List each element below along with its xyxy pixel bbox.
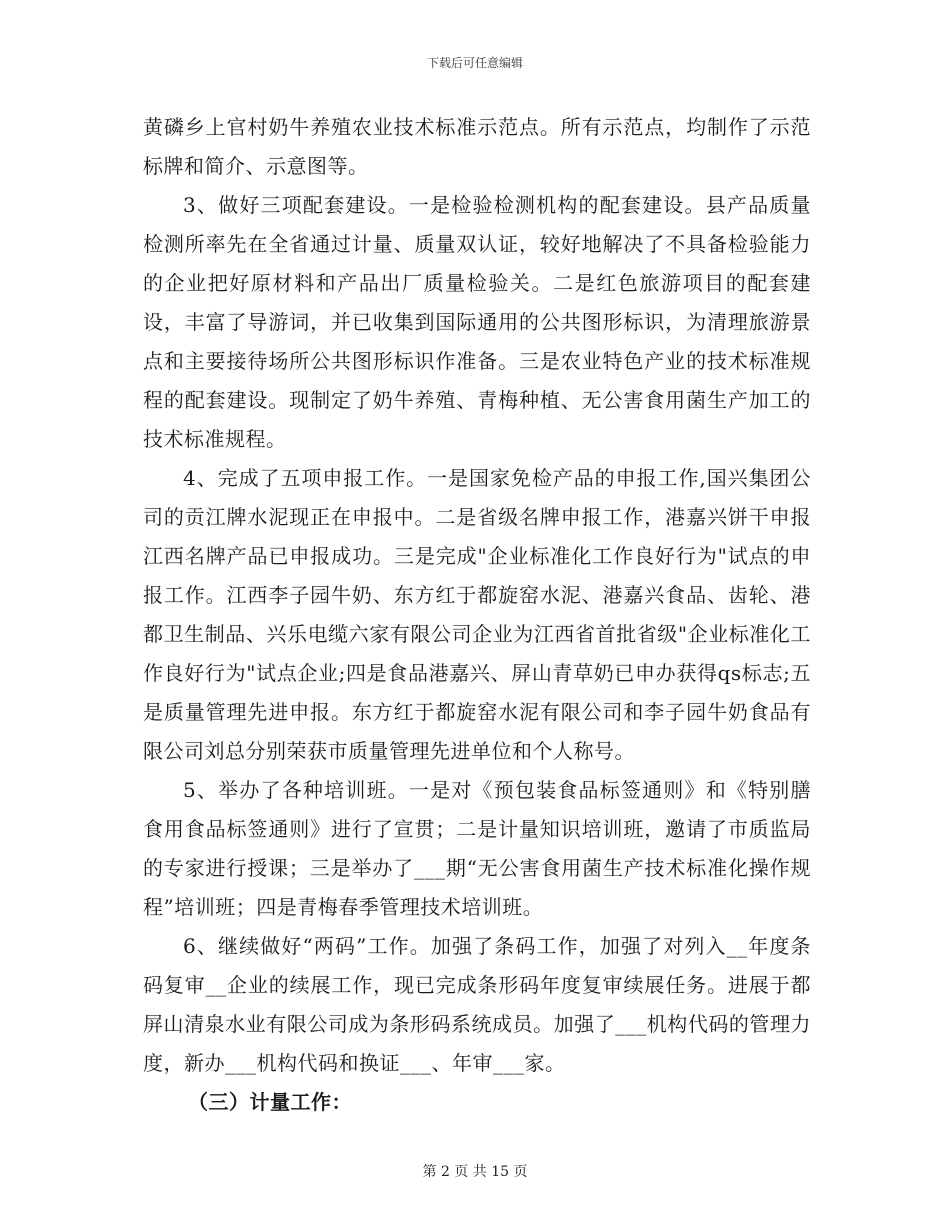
page-footer: 第 2 页 共 15 页 [422,1164,528,1180]
section-heading: （三）计量工作： [188,1090,352,1114]
paragraph-continuation: 黄磷乡上官村奶牛养殖农业技术标准示范点。所有示范点，均制作了示范标牌和简介、示意图等。 [143,115,811,178]
paragraph-item-3: 3、做好三项配套建设。一是检验检测机构的配套建设。县产品质量检测所率先在全省通过计量、质量双认证，较好地解决了不具备检验能力的企业把好原材料和产品出厂质量检验关。二是红色旅游项目的配套建设，丰富了导游词，并已收集到国际通用的公共图形标识，为清理旅游景点和主要接待场所公共图形标识作准备。三是农业特色产业的技术标准规程的配套建设。现制定了奶牛养殖、青梅种植、无公害食用菌生产加工的技术标准规程。 [143,193,811,451]
paragraph-item-4: 4、完成了五项申报工作。一是国家免检产品的申报工作,国兴集团公司的贡江牌水泥现正在申报中。二是省级名牌申报工作，港嘉兴饼干申报江西名牌产品已申报成功。三是完成"企业标准化工作良好行为"试点的申报工作。江西李子园牛奶、东方红于都旋窑水泥、港嘉兴食品、齿轮、港都卫生制品、兴乐电缆六家有限公司企业为江西省首批省级"企业标准化工作良好行为"试点企业;四是食品港嘉兴、屏山青草奶已申办获得qs标志;五是质量管理先进申报。东方红于都旋窑水泥有限公司和李子园牛奶食品有限公司刘总分别荣获市质量管理先进单位和个人称号。 [143,466,811,763]
paragraph-item-6: 6、继续做好“两码”工作。加强了条码工作，加强了对列入__年度条码复审__企业的续展工作，现已完成条形码年度复审续展任务。进展于都屏山清泉水业有限公司成为条形码系统成员。加强了___机构代码的管理力度，新办___机构代码和换证___、年审___家。 [143,934,811,1075]
document-body [143,108,811,1122]
paragraph-item-5: 5、举办了各种培训班。一是对《预包装食品标签通则》和《特别膳食用食品标签通则》进行了宣贯；二是计量知识培训班，邀请了市质监局的专家进行授课；三是举办了___期“无公害食用菌生产技术标准化操作规程”培训班；四是青梅春季管理技术培训班。 [143,778,811,919]
page-header: 下载后可任意编辑 [426,56,523,70]
